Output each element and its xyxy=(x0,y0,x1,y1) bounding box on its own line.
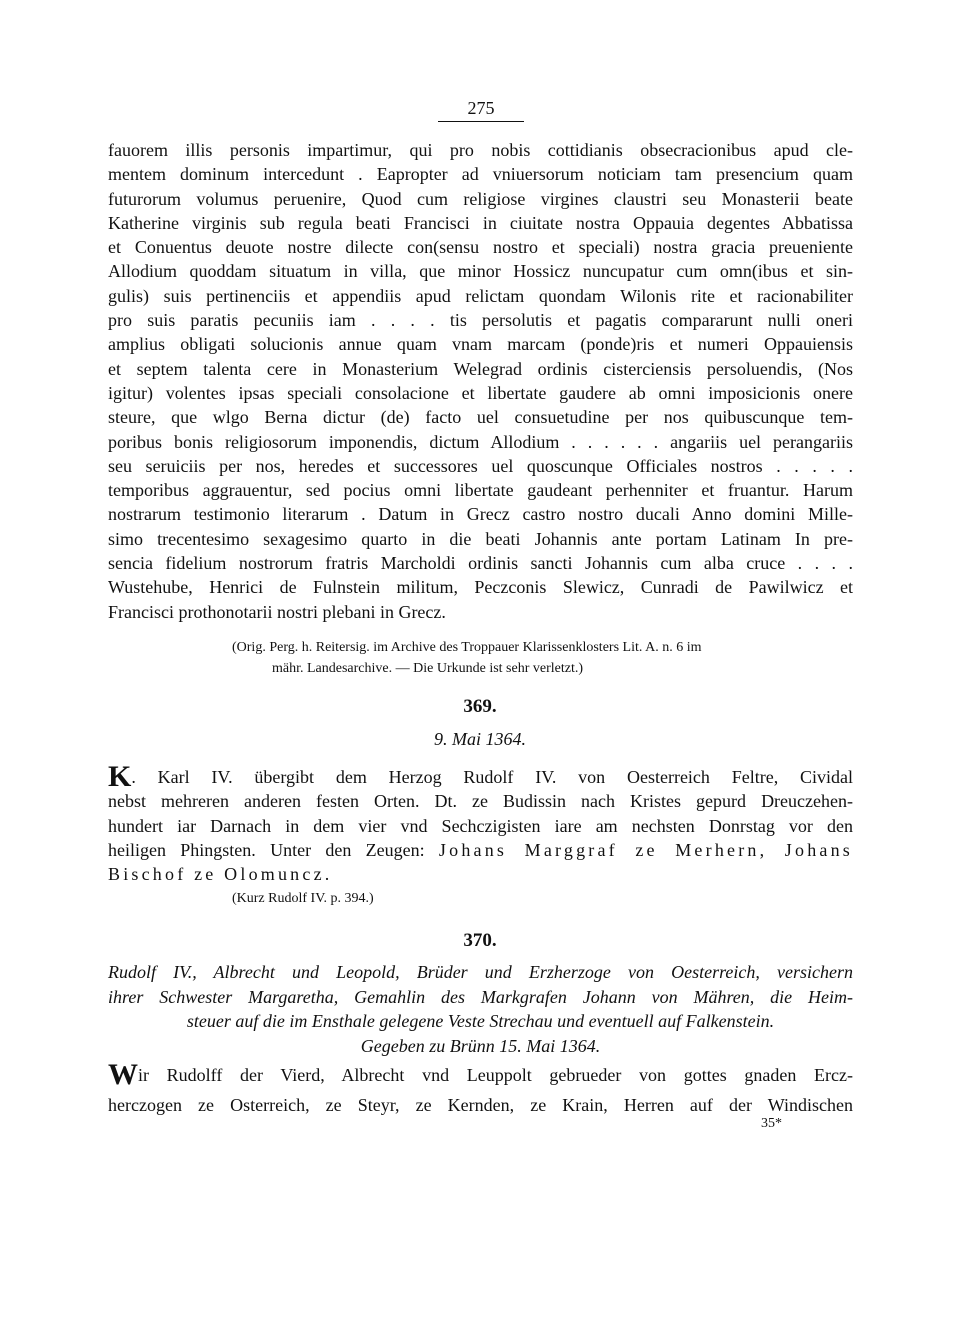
text-line: seu seruiciis per nos, heredes et successores uel quoscunque Officiales nostros . . . . . xyxy=(108,455,853,476)
text-fragment: . Karl IV. übergibt dem Herzog Rudolf IV. von Oesterreich Feltre, Cividal xyxy=(131,767,853,787)
text-line: Allodium quoddam situatum in villa, que minor Hossicz nuncupatur cum omn(ibus et sin- xyxy=(108,261,853,282)
initial-letter: W xyxy=(108,1058,138,1091)
text-line: Wustehube, Henrici de Fulnstein militum, Peczconis Slewicz, Cunradi de Pawilwicz et xyxy=(108,577,853,598)
text-line: amplius obligati solucionis annue quam vnam marcam (ponde)ris et numeri Oppauiensis xyxy=(108,334,853,355)
text-line: Katherine virginis sub regula beati Francisci in ciuitate nostra Oppauia degentes Abbatissa xyxy=(108,212,853,233)
witness-names: Bischof ze Olomuncz. xyxy=(108,864,333,885)
text-line: et Conuentus deuote nostre dilecte con(sensu nostro et speciali) nostra gracia preueniente xyxy=(108,237,853,258)
text-line: herczogen ze Osterreich, ze Steyr, ze Kernden, ze Krain, Herren auf der Windischen xyxy=(108,1095,853,1115)
text-line: poribus bonis religiosorum imponendis, dictum Allodium . . . . . . angariis uel perangariis xyxy=(108,431,853,452)
witness-names: Johans Marggraf ze Merhern, Johans xyxy=(438,839,853,860)
reference-note: (Kurz Rudolf IV. p. 394.) xyxy=(232,891,374,906)
source-note xyxy=(232,637,852,679)
text-line: nebst mehreren anderen festen Orten. Dt. ze Budissin nach Kristes gepurd Dreuczehen- xyxy=(108,791,853,812)
source-note-line: mähr. Landesarchive. — Die Urkunde ist sehr verletzt.) xyxy=(272,661,584,676)
charter-text xyxy=(108,138,853,624)
text-line-last: Francisci prothonotarii nostri plebani in Grecz. xyxy=(108,601,446,622)
text-line xyxy=(108,1058,853,1093)
document-370-regest xyxy=(108,960,853,1058)
document-370-text xyxy=(108,1058,853,1117)
document-number-369: 369. xyxy=(463,696,497,717)
initial-letter: K xyxy=(108,760,132,793)
text-line: nostrarum testimonio literarum . Datum in Grecz castro nostro ducali Anno domini Mille- xyxy=(108,504,853,525)
text-line-last xyxy=(108,862,853,886)
text-line: temporibus aggrauentur, sed pocius omni libertate gaudeant perhenniter et fruantur. Harum xyxy=(108,480,853,501)
regest-line: steuer auf die im Ensthale gelegene Veste Strechau und eventuell auf Falkenstein. xyxy=(186,1011,775,1031)
page-number-rule xyxy=(438,121,524,122)
document-number-370: 370. xyxy=(463,930,497,951)
text-line: gulis) suis pertinenciis et appendiis apud relictam quondam Wilonis rite et racionabiliter xyxy=(108,285,853,306)
text-line: fauorem illis personis impartimur, qui pro nobis cottidianis obsecracionibus apud cle- xyxy=(108,140,853,160)
text-line: pro suis paratis pecuniis iam . . . . tis persolutis et pagatis compararunt nulli oneri xyxy=(108,310,853,331)
text-line: mentem dominum intercedunt . Eapropter ad vniuersorum noticiam tam presencium quam xyxy=(108,164,853,185)
text-line xyxy=(108,760,853,793)
text-line: steure, que wlgo Berna dictur (de) facto uel consuetudine per nos quibuscunque tem- xyxy=(108,407,853,428)
text-line: hundert iar Darnach in dem vier vnd Sechczigisten iare am nechsten Donrstag vor den xyxy=(108,815,853,836)
document-date-369: 9. Mai 1364. xyxy=(434,729,526,749)
source-note-line: (Orig. Perg. h. Reitersig. im Archive des Troppauer Klarissenklosters Lit. A. n. 6 im xyxy=(232,640,702,655)
text-fragment: heiligen Phingsten. Unter den Zeugen: xyxy=(108,839,439,860)
text-line xyxy=(108,838,853,862)
text-line: futurorum volumus peruenire, Quod cum religiose virgines claustri seu Monasterii beate xyxy=(108,188,853,209)
regest-line: Rudolf IV., Albrecht und Leopold, Brüder und Erzherzoge von Oesterreich, versichern xyxy=(108,962,853,982)
text-line: et septem talenta cere in Monasterium Welegrad ordinis cisterciensis persoluendis, (Nos xyxy=(108,358,853,379)
text-line: simo trecentesimo sexagesimo quarto in die beati Johannis ante portam Latinam In pre- xyxy=(108,528,853,549)
text-line: sencia fidelium nostrorum fratris Marcholdi ordinis sancti Johannis cum alba cruce . . . . xyxy=(108,553,853,574)
page-number: 275 xyxy=(467,98,495,118)
regest-date: Gegeben zu Brünn 15. Mai 1364. xyxy=(360,1035,601,1056)
text-fragment: ir Rudolff der Vierd, Albrecht vnd Leuppolt gebrueder von gottes gnaden Ercz- xyxy=(138,1065,853,1085)
signature-mark: 35* xyxy=(761,1116,782,1131)
document-369-text xyxy=(108,760,853,886)
regest-line: ihrer Schwester Margaretha, Gemahlin des Markgrafen Johann von Mähren, die Heim- xyxy=(108,986,853,1007)
text-line: igitur) volentes ipsas speciali consolacione et libertate gaudere ab omni imposicionis onere xyxy=(108,382,853,403)
